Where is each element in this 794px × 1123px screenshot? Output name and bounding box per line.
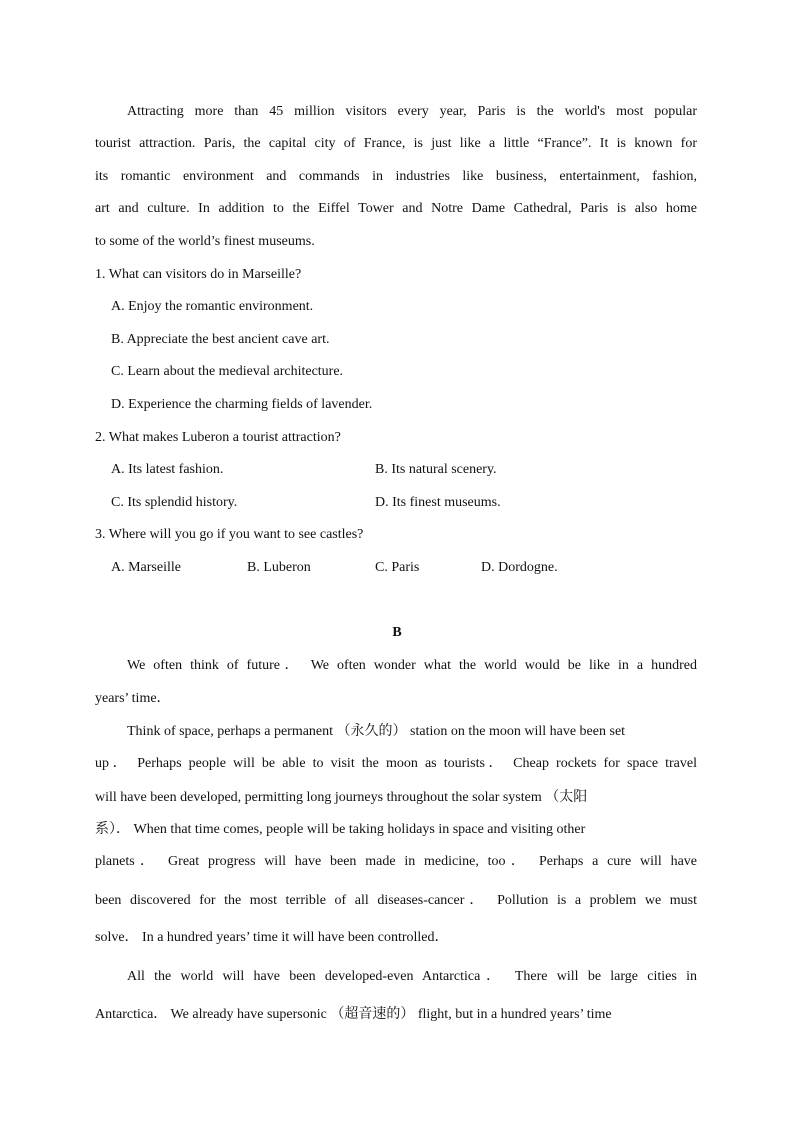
- para2-line-3-text-a: will have been developed, permitting long journeys throughout the solar system （: [95, 790, 560, 805]
- para2-line-1-cjk: 永久的: [350, 723, 393, 739]
- question-3-stem: 3. Where will you go if you want to see castles?: [95, 527, 364, 542]
- section-b-para2-line-7: solve． In a hundred years’ time it will have been controlled．: [95, 930, 449, 945]
- section-b-title: B: [392, 625, 402, 640]
- section-b-para1-line-1: We often think of future． We often wonder what the world would be like in a hundred: [127, 658, 697, 673]
- question-3-option-b: B. Luberon: [247, 560, 311, 575]
- section-b-para2-line-4: [95, 820, 697, 839]
- para3-line-2-text-b: ） flight, but in a hundred years’ time: [400, 1007, 612, 1022]
- question-3-option-c: C. Paris: [375, 560, 420, 575]
- section-b-para2-line-1: [127, 722, 697, 741]
- section-b-para3-line-2: [95, 1005, 697, 1024]
- question-2-option-b: B. Its natural scenery.: [375, 462, 497, 477]
- section-b-para3-line-1: All the world will have been developed-even Antarctica． There will be large cities in: [127, 969, 697, 984]
- para2-line-4-cjk: 系: [95, 821, 109, 837]
- section-b-para2-line-2: up． Perhaps people will be able to visit the moon as tourists． Cheap rockets for space travel: [95, 756, 697, 771]
- question-1-stem: 1. What can visitors do in Marseille?: [95, 267, 302, 282]
- passage-a-line-4: art and culture. In addition to the Eiffel Tower and Notre Dame Cathedral, Paris is also home: [95, 201, 697, 216]
- question-2-option-c: C. Its splendid history.: [111, 495, 238, 510]
- question-2-option-a: A. Its latest fashion.: [111, 462, 224, 477]
- passage-a-line-5: to some of the world’s finest museums.: [95, 234, 315, 249]
- para3-line-2-text-a: Antarctica． We already have supersonic （: [95, 1007, 345, 1022]
- question-2-option-d: D. Its finest museums.: [375, 495, 501, 510]
- para2-line-1-text-a: Think of space, perhaps a permanent （: [127, 724, 351, 739]
- question-1-option-c: C. Learn about the medieval architecture.: [111, 364, 344, 379]
- question-3-option-d: D. Dordogne.: [481, 560, 558, 575]
- para2-line-3-cjk: 太阳: [559, 789, 588, 805]
- passage-a-line-3: its romantic environment and commands in industries like business, entertainment, fashion,: [95, 169, 697, 184]
- question-1-option-a: A. Enjoy the romantic environment.: [111, 299, 314, 314]
- section-b-para2-line-6: been discovered for the most terrible of all diseases-cancer． Pollution is a problem we must: [95, 893, 697, 908]
- para3-line-2-cjk: 超音速的: [344, 1006, 401, 1022]
- question-2-stem: 2. What makes Luberon a tourist attraction?: [95, 430, 341, 445]
- question-1-option-b: B. Appreciate the best ancient cave art.: [111, 332, 330, 347]
- section-b-para1-line-2: years’ time．: [95, 691, 171, 706]
- passage-a-line-2: tourist attraction. Paris, the capital city of France, is just like a little “France”. It is known for: [95, 136, 697, 151]
- question-1-option-d: D. Experience the charming fields of lavender.: [111, 397, 373, 412]
- passage-a-line-1: Attracting more than 45 million visitors every year, Paris is the world's most popular: [127, 104, 697, 119]
- section-b-para2-line-3: [95, 788, 697, 807]
- para2-line-1-text-b: ） station on the moon will have been set: [392, 724, 626, 739]
- section-b-para2-line-5: planets． Great progress will have been made in medicine, too． Perhaps a cure will have: [95, 854, 697, 869]
- question-3-option-a: A. Marseille: [111, 560, 181, 575]
- para2-line-4-text-b: ）． When that time comes, people will be taking holidays in space and visiting other: [109, 822, 586, 837]
